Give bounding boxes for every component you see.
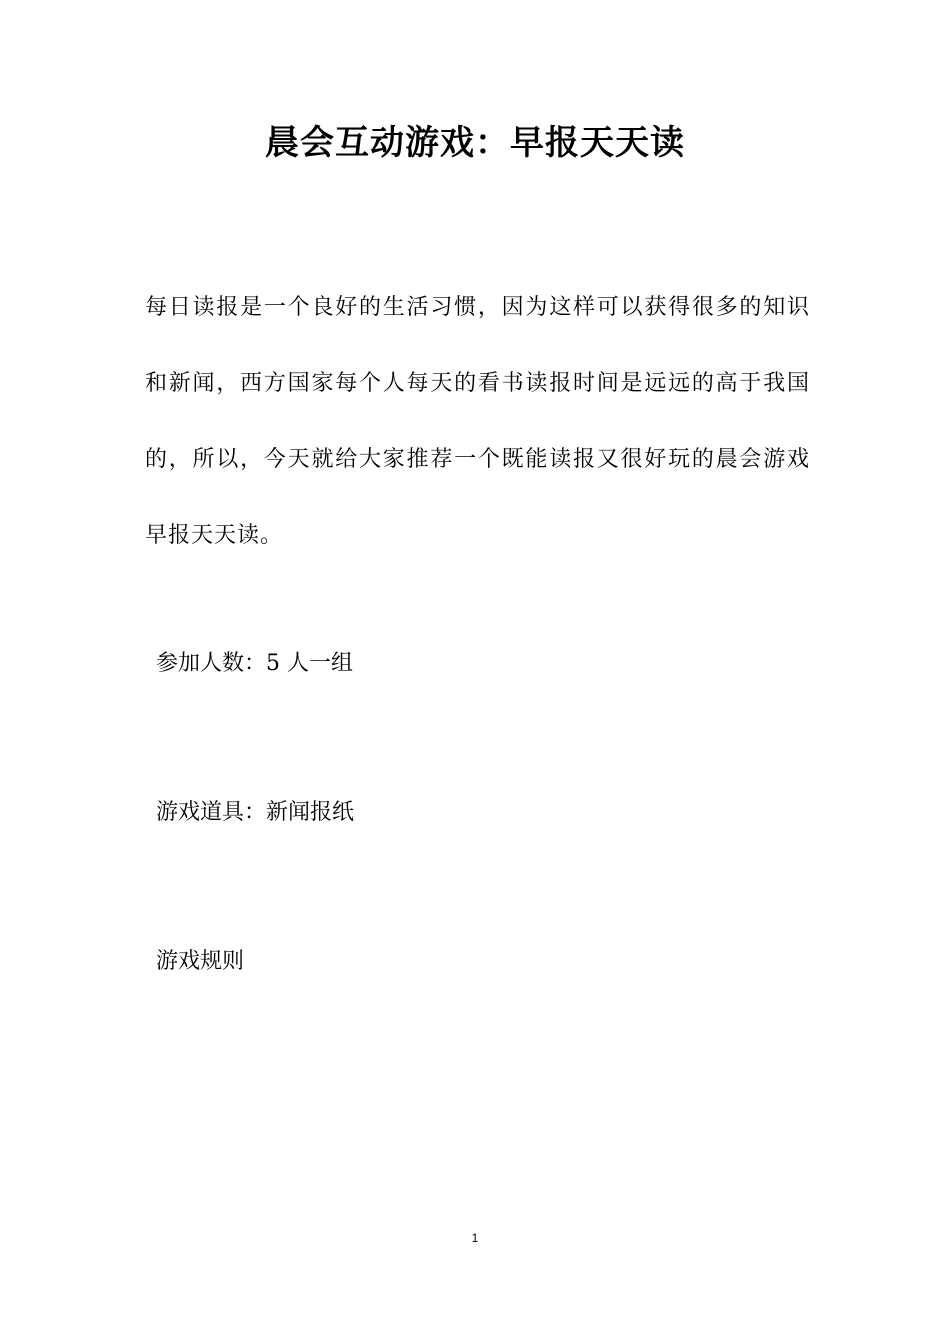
intro-paragraph: 每日读报是一个良好的生活习惯，因为这样可以获得很多的知识和新闻，西方国家每个人每天的看书读报时间是远远的高于我国的，所以，今天就给大家推荐一个既能读报又很好玩的晨会游戏 早报天天读。: [145, 295, 810, 548]
document-title: 晨会互动游戏：早报天天读: [265, 123, 685, 163]
page-number: 1: [471, 1231, 479, 1245]
props-line: 游戏道具：新闻报纸: [156, 800, 355, 825]
participants-line: 参加人数：5 人一组: [156, 651, 353, 676]
rules-heading: 游戏规则: [156, 949, 245, 974]
